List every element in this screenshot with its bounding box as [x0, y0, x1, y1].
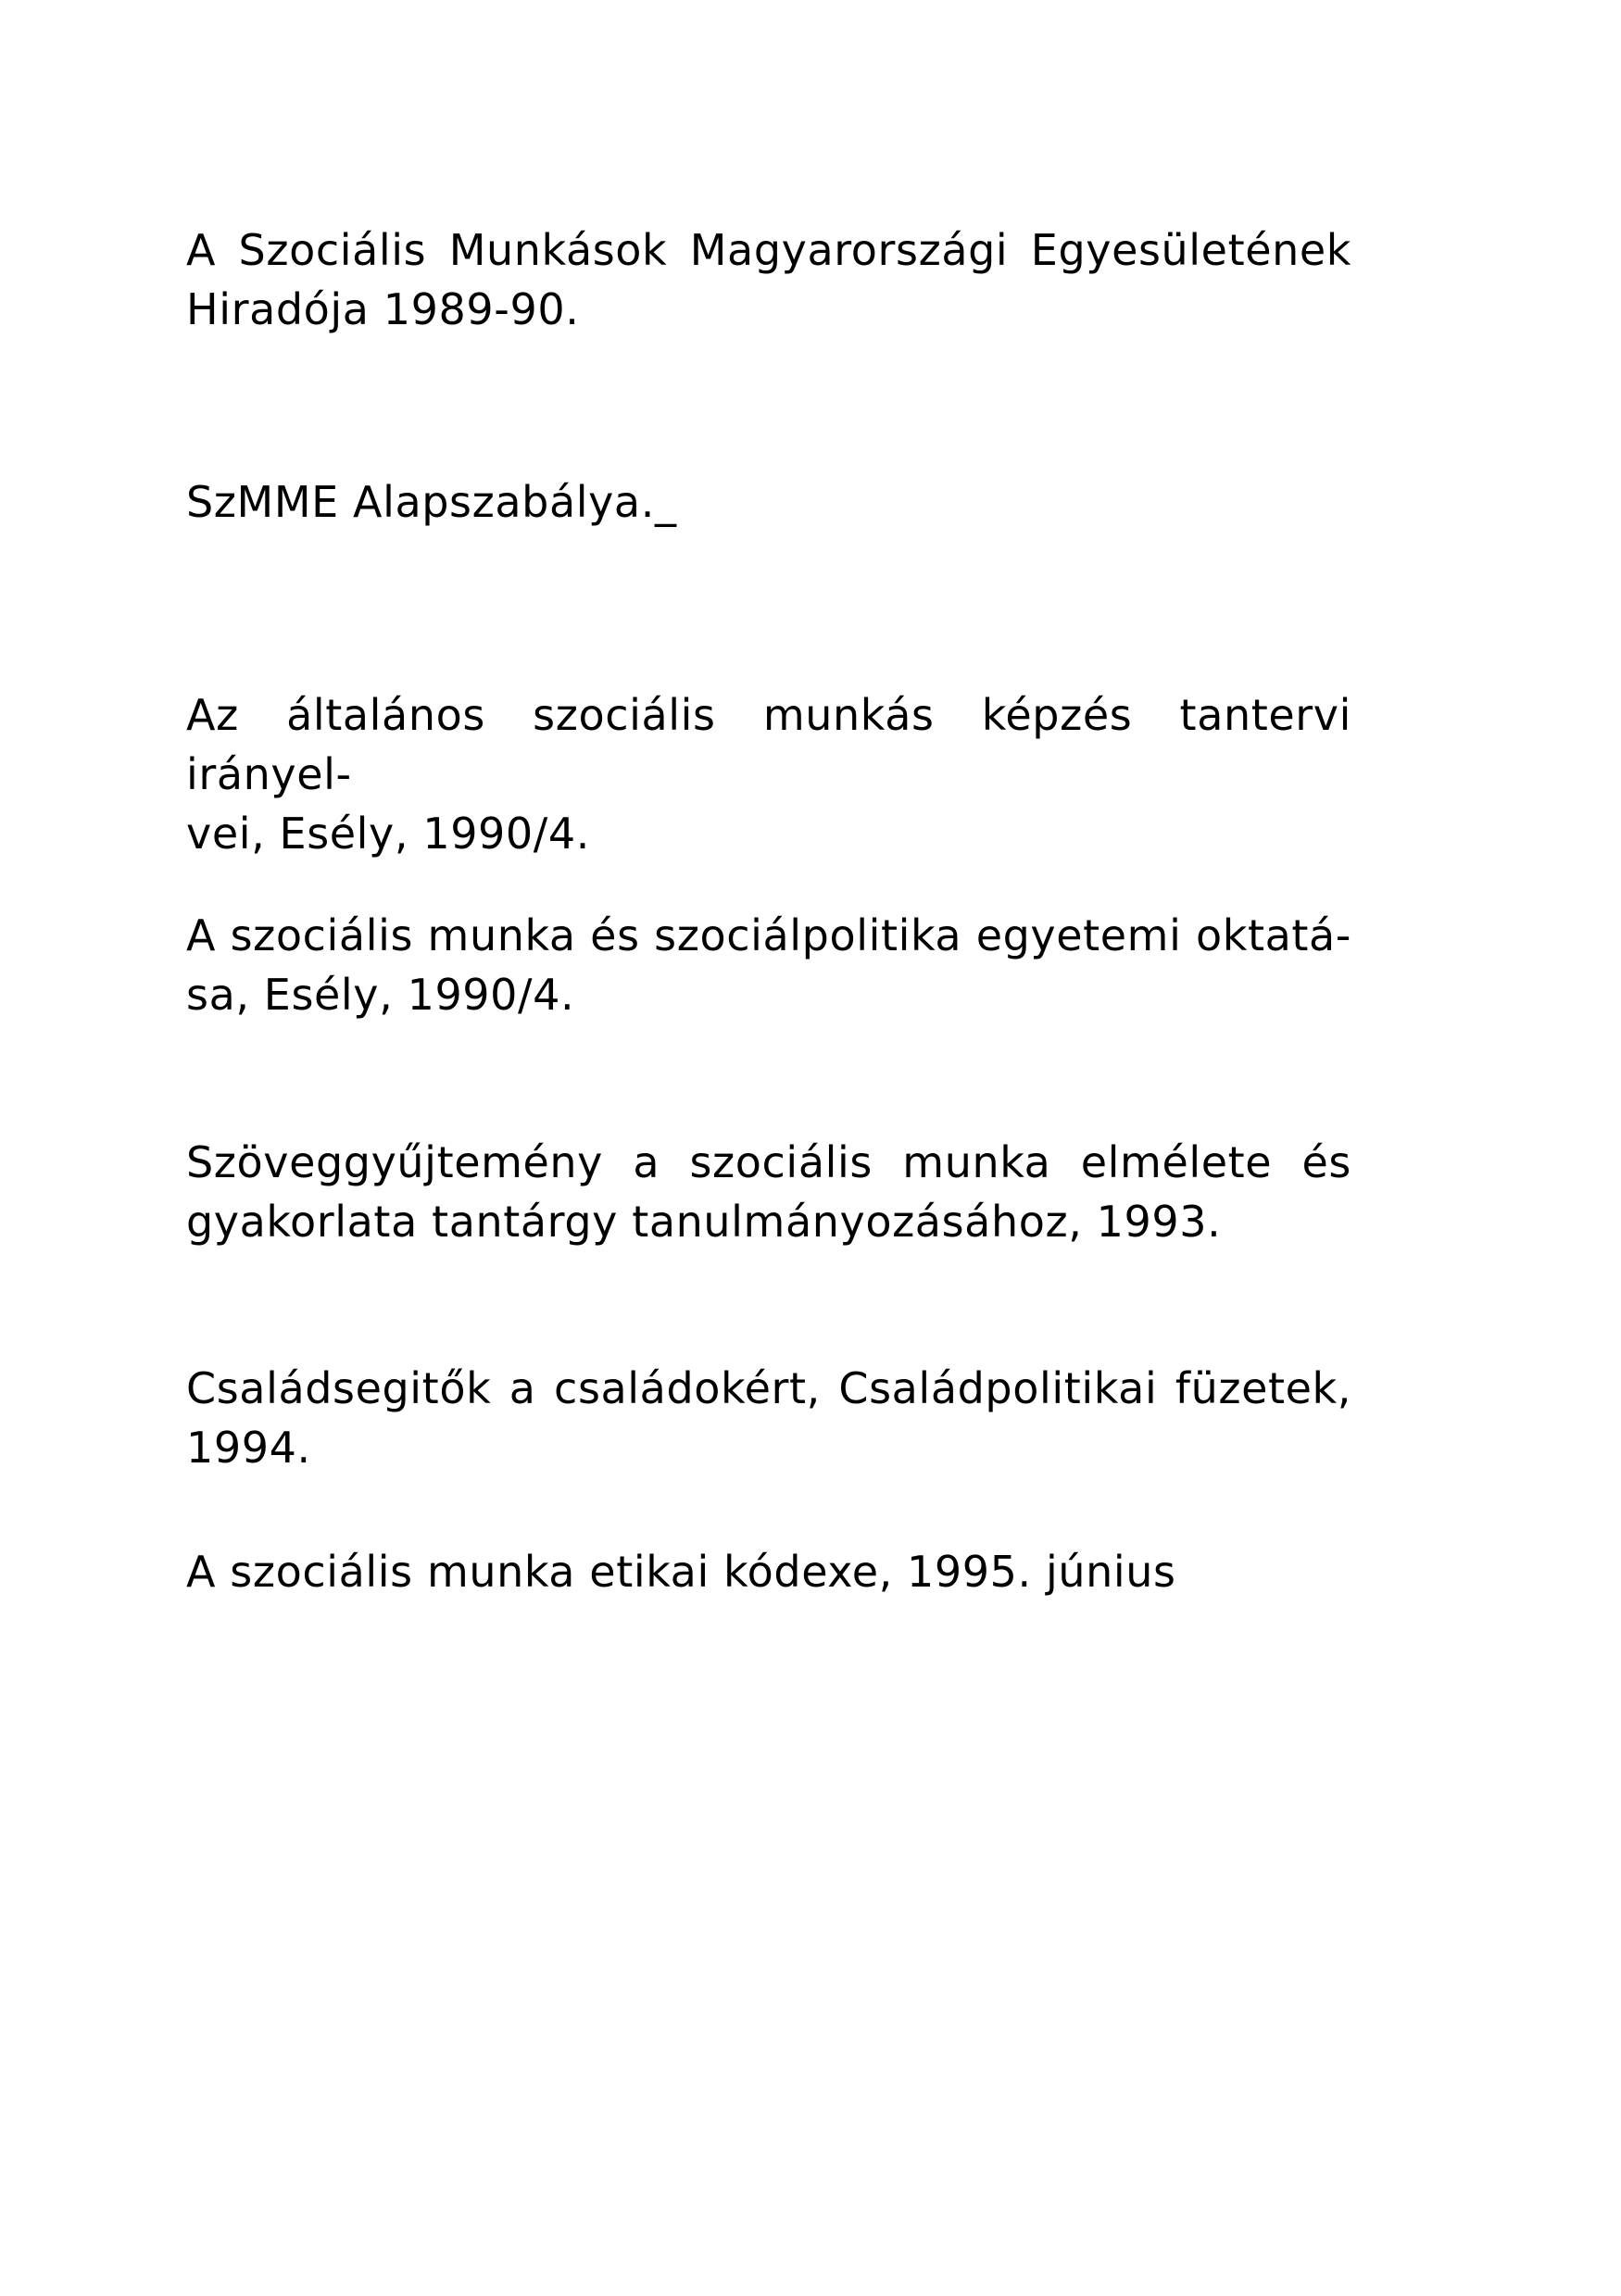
entry-line: A Szociális Munkások Magyarországi Egyesületének: [186, 225, 1351, 275]
entry-szmme-alapszabalya: [186, 472, 1351, 532]
entry-line: Családsegitők a családokért, Családpolitikai füzetek,: [186, 1363, 1351, 1413]
entry-etikai-kodex: [186, 1542, 1351, 1601]
entry-egyetemi-oktatas: [186, 906, 1351, 1024]
entry-csaladsegitok: [186, 1359, 1351, 1477]
entry-line: gyakorlata tantárgy tanulmányozásához, 1993.: [186, 1197, 1222, 1247]
entry-line: sa, Esély, 1990/4.: [186, 970, 575, 1020]
entry-line: vei, Esély, 1990/4.: [186, 809, 590, 859]
entry-szoveggyujtemeny: [186, 1133, 1351, 1251]
entry-szmme-hirado: [186, 220, 1351, 339]
entry-line: A szociális munka etikai kódexe, 1995. június: [186, 1547, 1176, 1597]
entry-tantervi-iranyelvek: [186, 685, 1351, 863]
entry-line: 1994.: [186, 1423, 311, 1473]
entry-line: SzMME Alapszabálya._: [186, 477, 677, 527]
entry-line: A szociális munka és szociálpolitika egyetemi oktatá-: [186, 910, 1351, 960]
entry-line: Szöveggyűjtemény a szociális munka elmélete és: [186, 1137, 1351, 1187]
entry-line: Hiradója 1989-90.: [186, 284, 580, 334]
entry-line: Az általános szociális munkás képzés tantervi irányel-: [186, 690, 1351, 799]
